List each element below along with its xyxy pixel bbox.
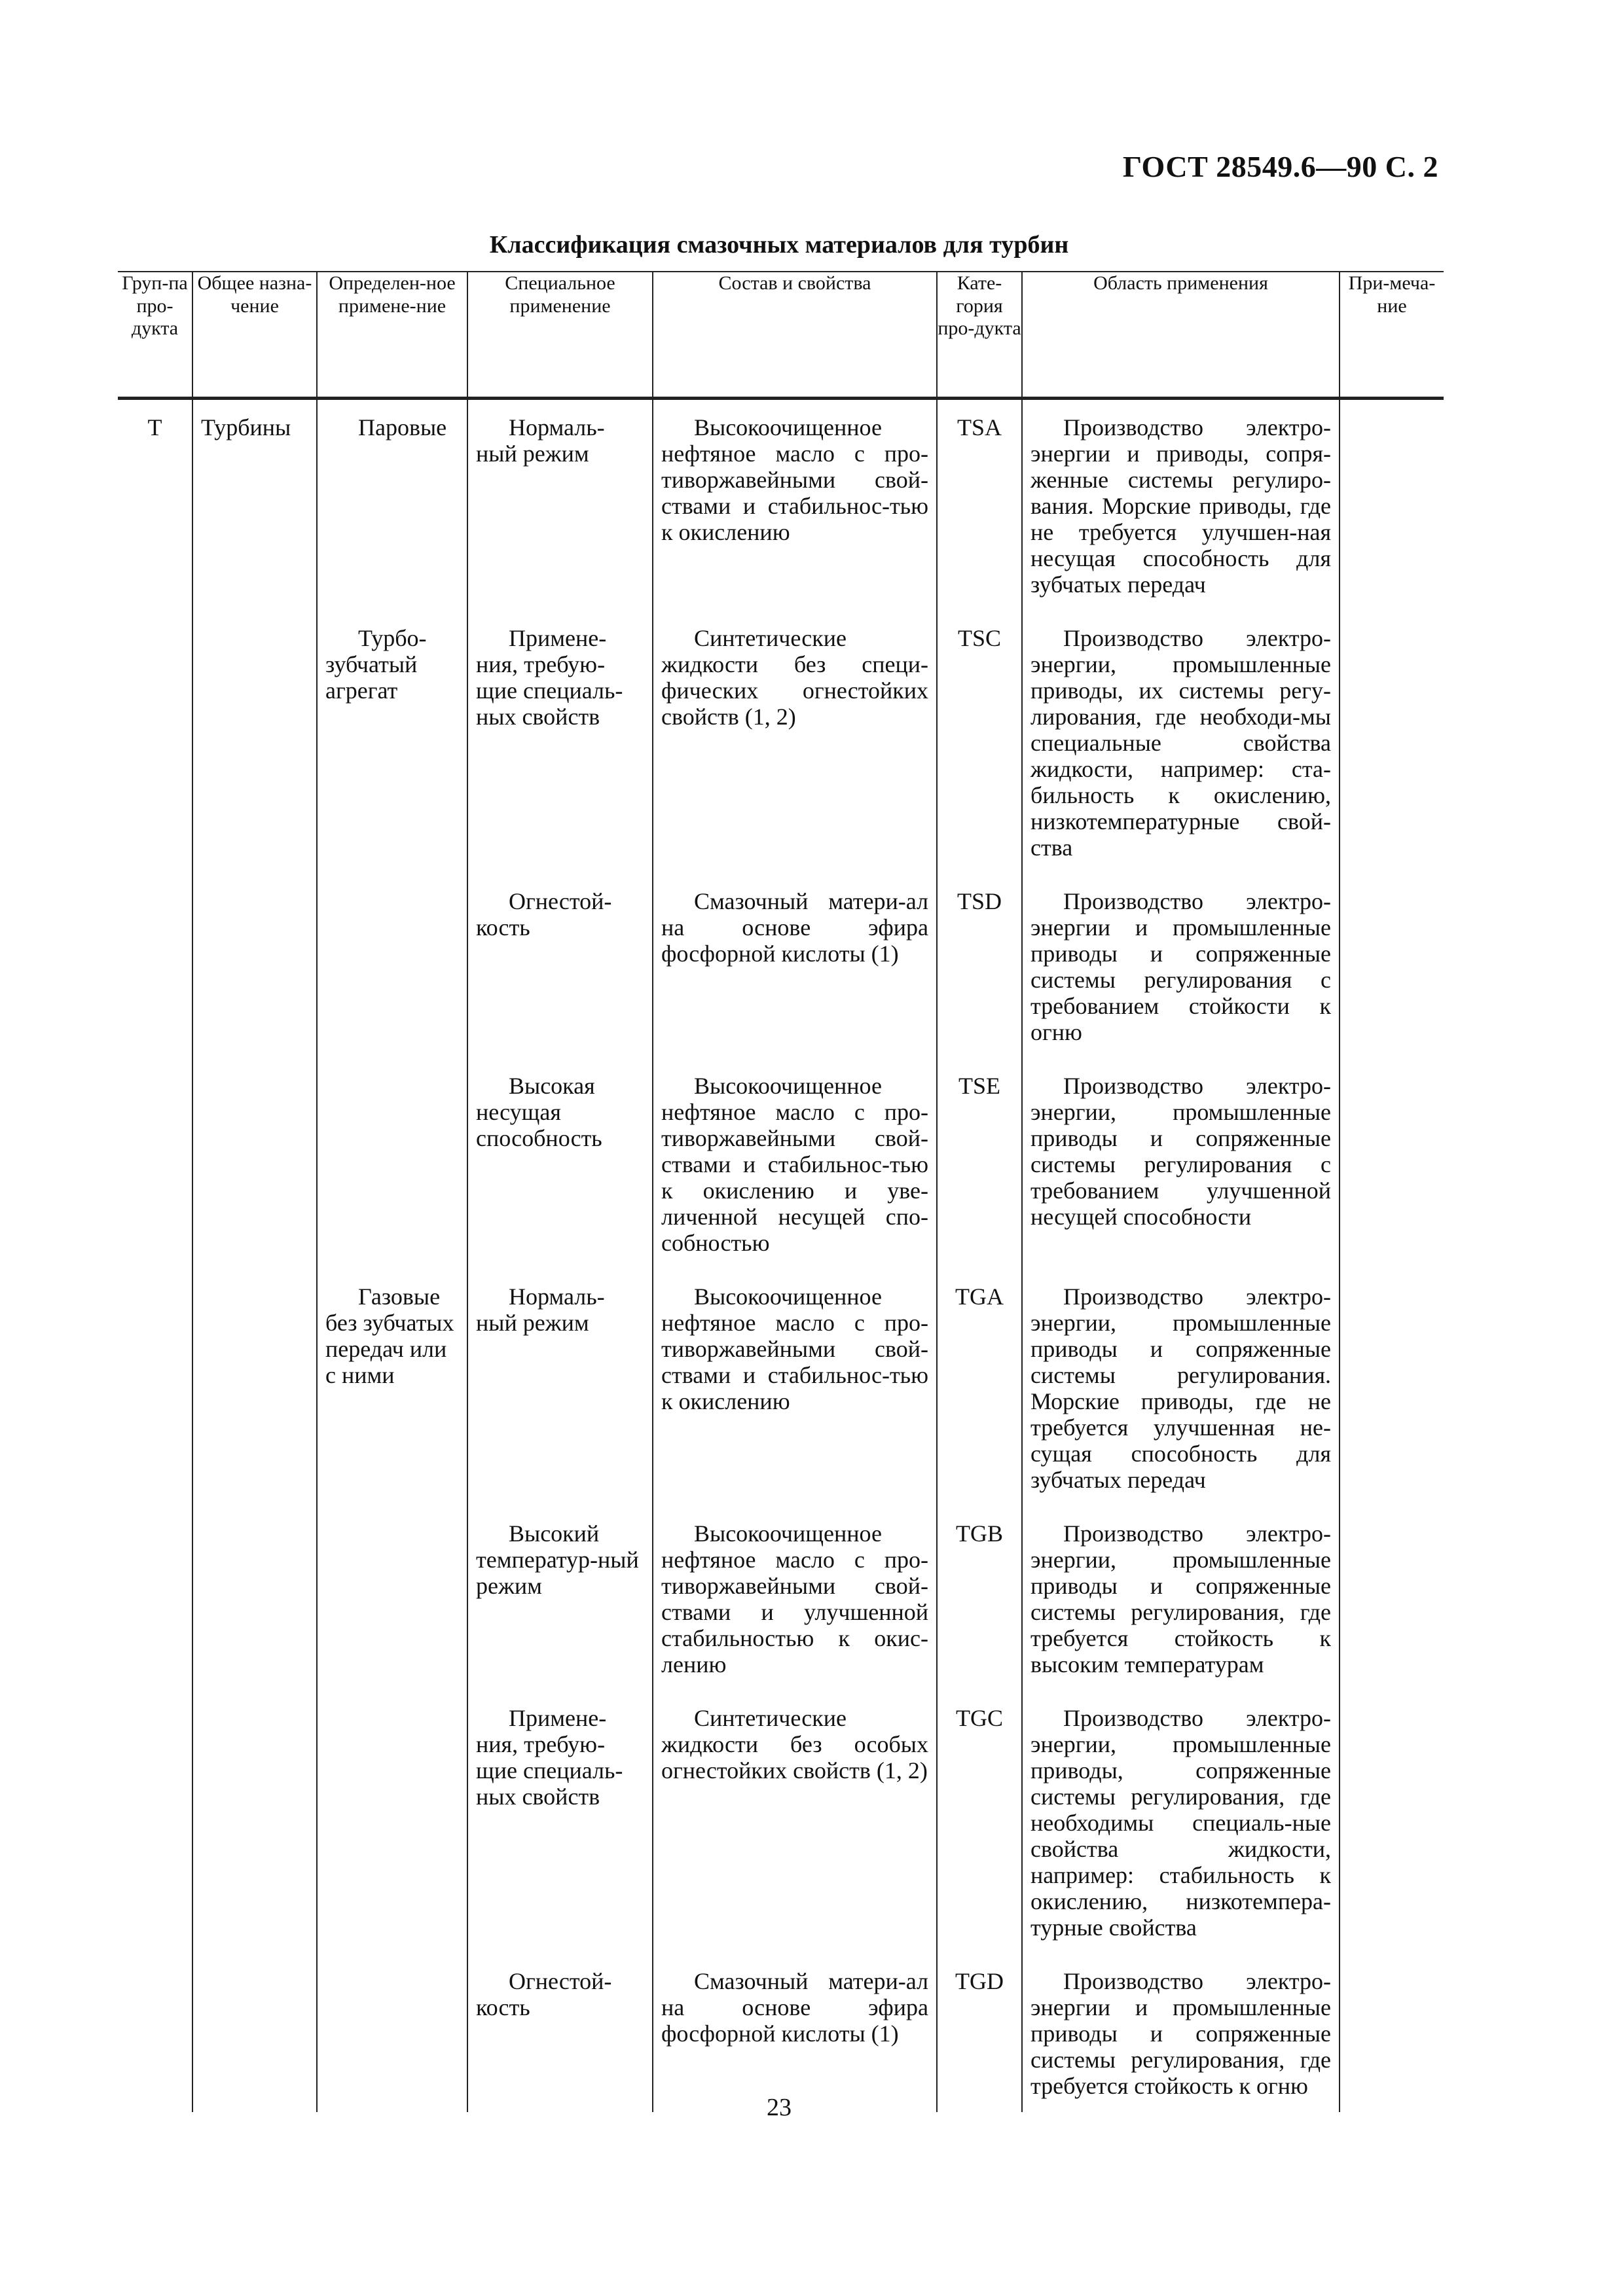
cell-composition: Высокоочищенное нефтяное масло с про-тиворжавейными свой-ствами и стабильнос-тью к окислению — [661, 414, 928, 545]
page-number: 23 — [767, 2094, 792, 2121]
col-header-special: Специальное применение — [467, 272, 653, 399]
col-header-composition: Состав и свойства — [653, 272, 937, 399]
col-header-specific: Определен-ное примене-ние — [317, 272, 467, 399]
table-row — [118, 611, 1444, 874]
col-header-category: Кате-гория про-дукта — [937, 272, 1022, 399]
cell-special: Нормаль-ный режим — [476, 1283, 605, 1336]
table-row — [118, 874, 1444, 1058]
col-header-area: Область применения — [1022, 272, 1340, 399]
cell-special: Высокий температур-ный режим — [476, 1520, 639, 1599]
cell-category: TGC — [956, 1705, 1003, 1731]
cell-category: TSC — [957, 625, 1002, 651]
table-header-row — [118, 272, 1444, 399]
cell-area: Производство электро-энергии и промышленные приводы и сопряженные системы регулирования с требованием стойкости к огню — [1030, 888, 1331, 1045]
cell-group: Т — [147, 414, 162, 440]
cell-general: Турбины — [201, 414, 291, 440]
classification-table — [118, 271, 1444, 2112]
cell-category: TSD — [957, 888, 1002, 914]
document-header: ГОСТ 28549.6—90 С. 2 — [1122, 150, 1438, 183]
cell-category: TGA — [955, 1283, 1004, 1310]
table-row — [118, 1506, 1444, 1691]
cell-area: Производство электро-энергии и приводы, сопря-женные системы регулиро-вания. Морские приводы, где не требуется улучшен-ная несущая способность для зубчатых передач — [1030, 414, 1331, 598]
cell-area: Производство электро-энергии и промышленные приводы и сопряженные системы регулирования, где требуется стойкость к огню — [1030, 1968, 1331, 2099]
cell-category: TGD — [955, 1968, 1004, 1994]
cell-specific: Турбо-зубчатый агрегат — [325, 625, 427, 704]
cell-special: Высокая несущая способность — [476, 1073, 602, 1151]
cell-area: Производство электро-энергии, промышленные приводы и сопряженные системы регулирования. Морские приводы, где не требуется улучшенная не-сущая способность для зубчатых передач — [1030, 1283, 1331, 1493]
table-row — [118, 1691, 1444, 1954]
cell-special: Огнестой-кость — [476, 1968, 612, 2020]
cell-composition: Синтетические жидкости без особых огнестойких свойств (1, 2) — [661, 1705, 928, 1784]
cell-composition: Синтетические жидкости без специ-фических огнестойких свойств (1, 2) — [661, 625, 928, 730]
col-header-general: Общее назна-чение — [192, 272, 317, 399]
cell-category: TGB — [956, 1520, 1003, 1547]
cell-composition: Высокоочищенное нефтяное масло с про-тиворжавейными свой-ствами и стабильнос-тью к окислению — [661, 1283, 928, 1414]
table-title: Классификация смазочных материалов для турбин — [489, 231, 1069, 259]
cell-area: Производство электро-энергии, промышленные приводы, сопряженные системы регулирования, где необходимы специаль-ные свойства жидкости, например: стабильность к окислению, низкотемпера-турные свойства — [1030, 1705, 1331, 1941]
table-row — [118, 1954, 1444, 2112]
cell-area: Производство электро-энергии, промышленные приводы и сопряженные системы регулирования с требованием улучшенной несущей способности — [1030, 1073, 1331, 1230]
cell-special: Огнестой-кость — [476, 888, 612, 941]
cell-composition: Смазочный матери-ал на основе эфира фосфорной кислоты (1) — [661, 1968, 928, 2047]
cell-special: Примене-ния, требую-щие специаль-ных свойств — [476, 625, 623, 730]
cell-composition: Высокоочищенное нефтяное масло с про-тиворжавейными свой-ствами и улучшенной стабильностью к окис-лению — [661, 1520, 928, 1677]
cell-specific: Паровые — [358, 414, 447, 440]
cell-area: Производство электро-энергии, промышленные приводы и сопряженные системы регулирования, где требуется стойкость к высоким температурам — [1030, 1520, 1331, 1677]
cell-composition: Смазочный матери-ал на основе эфира фосфорной кислоты (1) — [661, 888, 928, 967]
cell-specific: Газовые без зубчатых передач или с ними — [325, 1283, 454, 1388]
cell-category: TSE — [958, 1073, 1000, 1099]
col-header-note: При-меча-ние — [1340, 272, 1444, 399]
cell-area: Производство электро-энергии, промышленные приводы, их системы регу-лирования, где необходи-мы специальные свойства жидкости, например: ста-бильность к окислению, низкотемпературные свой-ства — [1030, 625, 1331, 861]
cell-composition: Высокоочищенное нефтяное масло с про-тиворжавейными свой-ствами и стабильнос-тью к окислению и уве-личенной несущей спо-собностью — [661, 1073, 928, 1256]
cell-special: Нормаль-ный режим — [476, 414, 605, 467]
table-row — [118, 1058, 1444, 1269]
col-header-group: Груп-па про-дукта — [118, 272, 192, 399]
cell-special: Примене-ния, требую-щие специаль-ных свойств — [476, 1705, 623, 1810]
table-row — [118, 399, 1444, 611]
table-row — [118, 1269, 1444, 1506]
cell-category: TSA — [957, 414, 1002, 440]
